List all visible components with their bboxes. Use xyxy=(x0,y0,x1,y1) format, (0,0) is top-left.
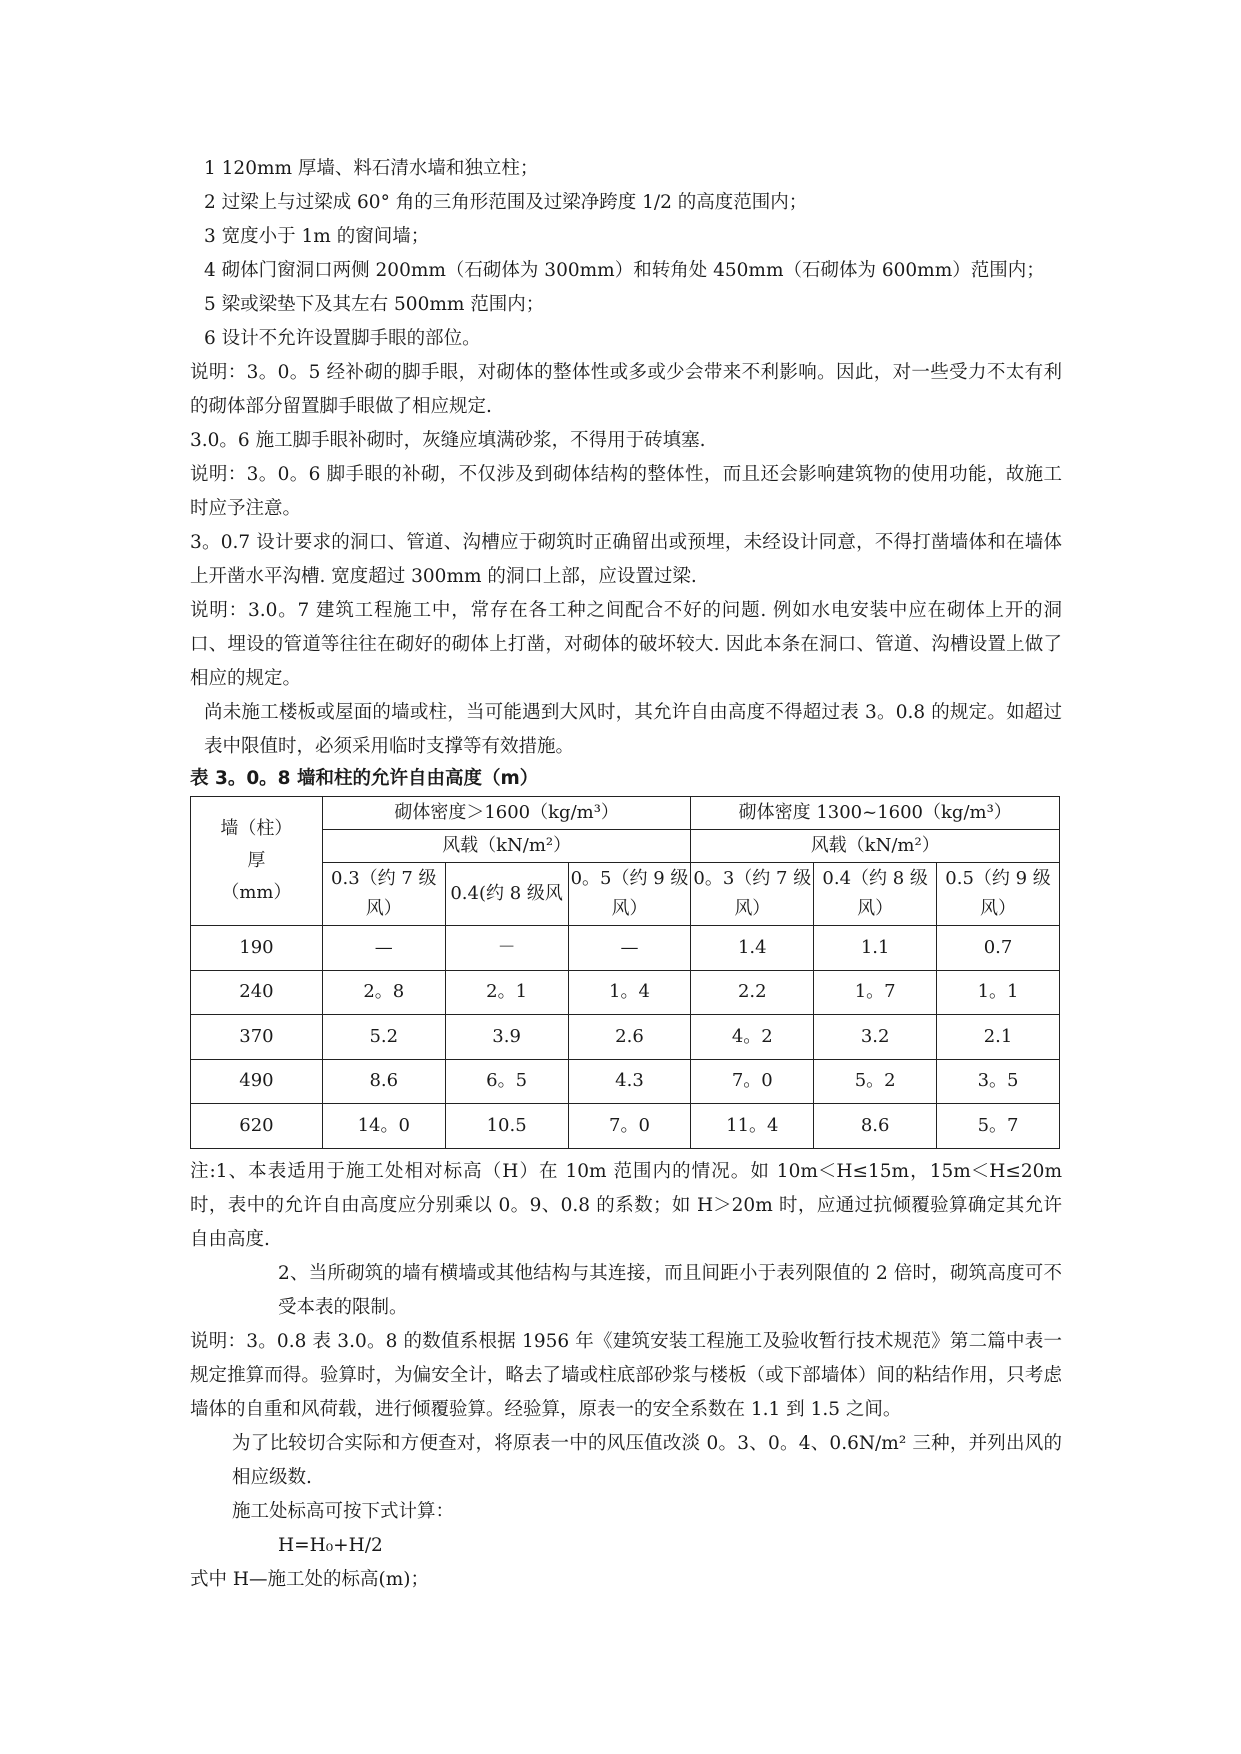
note-307: 说明：3.0。7 建筑工程施工中，常存在各工种之间配合不好的问题. 例如水电安装中应在砌体上开的洞口、埋设的管道等往往在砌好的砌体上打凿，对砌体的破坏较大. 因此本条在洞口、管道、沟槽设置上做了相应的规定。 xyxy=(190,600,1062,689)
value-cell: 2.1 xyxy=(937,1015,1060,1060)
wind-load-header-2: 风载（kN/m²） xyxy=(691,830,1060,863)
row-header-line-1: 墙（柱） xyxy=(220,818,293,839)
thickness-cell: 240 xyxy=(191,970,323,1015)
value-cell: — xyxy=(568,926,691,971)
value-cell: 2。1 xyxy=(445,970,568,1015)
value-cell: 2.2 xyxy=(691,970,814,1015)
value-cell: 5。7 xyxy=(937,1104,1060,1149)
value-cell: 7。0 xyxy=(568,1104,691,1149)
column-header-4 xyxy=(691,863,814,926)
column-header-1-line-2: 风） xyxy=(365,898,402,919)
column-header-5-line-1: 0.4（约 8 级 xyxy=(822,868,928,889)
list-item-3: 3 宽度小于 1m 的窗间墙； xyxy=(204,226,430,247)
column-header-3 xyxy=(568,863,691,926)
note-305: 说明：3。0。5 经补砌的脚手眼，对砌体的整体性或多或少会带来不利影响。因此，对一些受力不太有利的砌体部分留置脚手眼做了相应规定. xyxy=(190,362,1062,417)
column-header-3-line-1: 0。5（约 9 级 xyxy=(570,868,689,889)
value-cell: 4。2 xyxy=(691,1015,814,1060)
column-header-4-line-1: 0。3（约 7 级 xyxy=(693,868,812,889)
value-cell: 3.2 xyxy=(814,1015,937,1060)
value-cell: 1。4 xyxy=(568,970,691,1015)
note-306: 说明：3。0。6 脚手眼的补砌，不仅涉及到砌体结构的整体性，而且还会影响建筑物的使用功能，故施工时应予注意。 xyxy=(190,464,1062,519)
list-item-6: 6 设计不允许设置脚手眼的部位。 xyxy=(204,328,481,349)
column-header-5-line-2: 风） xyxy=(857,898,894,919)
group-header-mid-density: 砌体密度 1300~1600（kg/m³） xyxy=(691,797,1060,830)
column-header-6-line-2: 风） xyxy=(980,898,1017,919)
height-table xyxy=(190,796,1060,1149)
value-cell: — xyxy=(322,926,445,971)
clause-306: 3.0。6 施工脚手眼补砌时，灰缝应填满砂浆，不得用于砖填塞. xyxy=(190,430,706,451)
formula: H=H₀+H/2 xyxy=(278,1534,383,1556)
value-cell: 0.7 xyxy=(937,926,1060,971)
value-cell: 3。5 xyxy=(937,1059,1060,1104)
value-cell: 7。0 xyxy=(691,1059,814,1104)
value-cell: 1。7 xyxy=(814,970,937,1015)
value-cell: 3.9 xyxy=(445,1015,568,1060)
formula-where: 式中 H—施工处的标高(m)； xyxy=(190,1568,429,1590)
table-row xyxy=(191,1015,1060,1060)
value-cell: 10.5 xyxy=(445,1104,568,1149)
list-item-1: 1 120mm 厚墙、料石清水墙和独立柱； xyxy=(204,158,539,179)
table-note-2: 2、当所砌筑的墙有横墙或其他结构与其连接，而且间距小于表列限值的 2 倍时，砌筑高度可不受本表的限制。 xyxy=(278,1262,1062,1318)
column-header-1-line-1: 0.3（约 7 级 xyxy=(331,868,437,889)
clause-308: 尚未施工楼板或屋面的墙或柱，当可能遇到大风时，其允许自由高度不得超过表 3。0.8 的规定。如超过表中限值时，必须采用临时支撑等有效措施。 xyxy=(204,702,1062,757)
row-header-cell xyxy=(191,797,323,926)
list-item-2: 2 过梁上与过梁成 60° 角的三角形范围及过梁净跨度 1/2 的高度范围内； xyxy=(204,192,808,213)
value-cell: 14。0 xyxy=(322,1104,445,1149)
table-row xyxy=(191,926,1060,971)
value-cell: 8.6 xyxy=(322,1059,445,1104)
list-item-5: 5 梁或梁垫下及其左右 500mm 范围内； xyxy=(204,294,545,315)
table-row xyxy=(191,970,1060,1015)
value-cell: 2。8 xyxy=(322,970,445,1015)
table-title: 表 3。0。8 墙和柱的允许自由高度（m） xyxy=(190,768,539,789)
column-header-1 xyxy=(322,863,445,926)
note-308: 说明：3。0.8 表 3.0。8 的数值系根据 1956 年《建筑安装工程施工及验收暂行技术规范》第二篇中表一规定推算而得。验算时，为偏安全计，略去了墙或柱底部砂浆与楼板（或下部墙体）间的粘结作用，只考虑墙体的自重和风荷载，进行倾覆验算。经验算，原表一的安全系数在 1.1 到 1.5 之间。 xyxy=(190,1330,1062,1420)
column-header-4-line-2: 风） xyxy=(734,898,771,919)
value-cell: 11。4 xyxy=(691,1104,814,1149)
wind-load-header-1: 风载（kN/m²） xyxy=(322,830,691,863)
value-cell: 1.4 xyxy=(691,926,814,971)
value-cell: 5.2 xyxy=(322,1015,445,1060)
thickness-cell: 190 xyxy=(191,926,323,971)
table-row xyxy=(191,1104,1060,1149)
clause-307: 3。0.7 设计要求的洞口、管道、沟槽应于砌筑时正确留出或预埋，未经设计同意，不得打凿墙体和在墙体上开凿水平沟槽. 宽度超过 300mm 的洞口上部，应设置过梁. xyxy=(190,532,1062,587)
table-row xyxy=(191,1059,1060,1104)
group-header-high-density: 砌体密度＞1600（kg/m³） xyxy=(322,797,691,830)
column-header-6-line-1: 0.5（约 9 级 xyxy=(945,868,1051,889)
table-note-1: 注:1、本表适用于施工处相对标高（H）在 10m 范围内的情况。如 10m＜H≤15m，15m＜H≤20m 时，表中的允许自由高度应分别乘以 0。9、0.8 的系数；如 H＞20m 时，应通过抗倾覆验算确定其允许自由高度. xyxy=(190,1160,1062,1250)
wind-paragraph: 为了比较切合实际和方便查对，将原表一中的风压值改淡 0。3、0。4、0.6N/m² 三种，并列出风的相应级数. xyxy=(232,1432,1062,1488)
value-cell: 6。5 xyxy=(445,1059,568,1104)
value-cell: 4.3 xyxy=(568,1059,691,1104)
value-cell: 8.6 xyxy=(814,1104,937,1149)
value-cell: 2.6 xyxy=(568,1015,691,1060)
value-cell: 1。1 xyxy=(937,970,1060,1015)
column-header-6 xyxy=(937,863,1060,926)
row-header-line-3: （mm） xyxy=(221,882,292,903)
column-header-5 xyxy=(814,863,937,926)
row-header-line-2: 厚 xyxy=(247,850,266,871)
column-header-3-line-2: 风） xyxy=(611,898,648,919)
list-item-4: 4 砌体门窗洞口两侧 200mm（石砌体为 300mm）和转角处 450mm（石砌体为 600mm）范围内； xyxy=(204,260,1045,281)
elevation-paragraph: 施工处标高可按下式计算： xyxy=(232,1500,455,1522)
value-cell: － xyxy=(445,926,568,971)
thickness-cell: 370 xyxy=(191,1015,323,1060)
value-cell: 1.1 xyxy=(814,926,937,971)
document-page xyxy=(190,152,1062,1597)
thickness-cell: 490 xyxy=(191,1059,323,1104)
thickness-cell: 620 xyxy=(191,1104,323,1149)
value-cell: 5。2 xyxy=(814,1059,937,1104)
column-header-2-line-1: 0.4(约 8 级风 xyxy=(450,883,563,904)
column-header-2 xyxy=(445,863,568,926)
